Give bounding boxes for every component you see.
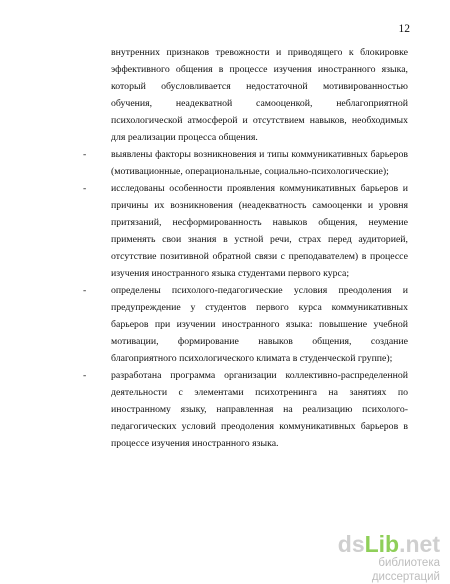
document-body: [83, 44, 408, 452]
bullet-marker: -: [83, 183, 87, 194]
bullet-marker: -: [83, 370, 87, 381]
dslib-logo: [320, 532, 440, 556]
logo-suffix: .net: [399, 531, 440, 557]
logo-main: Lib: [364, 531, 400, 557]
dslib-watermark: [320, 531, 440, 583]
logo-prefix: ds: [337, 531, 365, 557]
bullet-marker: -: [83, 285, 87, 296]
list-item-text: выявлены факторы возникновения и типы коммуникативных барьеров (мотивационные, операциональные, социально-психологические);: [111, 149, 408, 177]
bullet-marker: -: [83, 149, 87, 160]
intro-paragraph: внутренних признаков тревожности и приводящего к блокировке эффективного общения в процессе изучения иностранного языка, который обусловливается недостаточной мотивированностью обучения, неадекватной самооценкой, неблагоприятной психологической атмосферой и отсутствием навыков, необходимых для реализации процесса общения.: [111, 47, 408, 143]
list-item: [83, 146, 408, 180]
list-item: [83, 180, 408, 282]
list-item-text: разработана программа организации коллективно-распределенной деятельности с элементами психотренинга на занятиях по иностранному языку, направленная на реализацию психолого-педагогических условий преодоления коммуникативных барьеров в процессе изучения иностранного языка.: [111, 370, 408, 449]
dslib-subtitle: библиотека диссертаций: [371, 557, 440, 583]
page-number: 12: [398, 23, 410, 35]
list-item: [83, 367, 408, 452]
list-item-text: определены психолого-педагогические условия преодоления и предупреждение у студентов первого курса коммуникативных барьеров при изучении иностранного языка: повышение учебной мотивации, формирование навыков общения, создание благоприятного психологического климата в студенческой группе);: [111, 285, 408, 364]
list-item-text: исследованы особенности проявления коммуникативных барьеров и причины их возникновения (неадекватность самооценки и уровня притязаний, несформированность навыков общения, неумение применять свои знания в устной речи, страх перед аудиторией, отсутствие позитивной обратной связи с преподавателем) в процессе изучения иностранного языка студентами первого курса;: [111, 183, 408, 279]
list-item: [83, 282, 408, 367]
